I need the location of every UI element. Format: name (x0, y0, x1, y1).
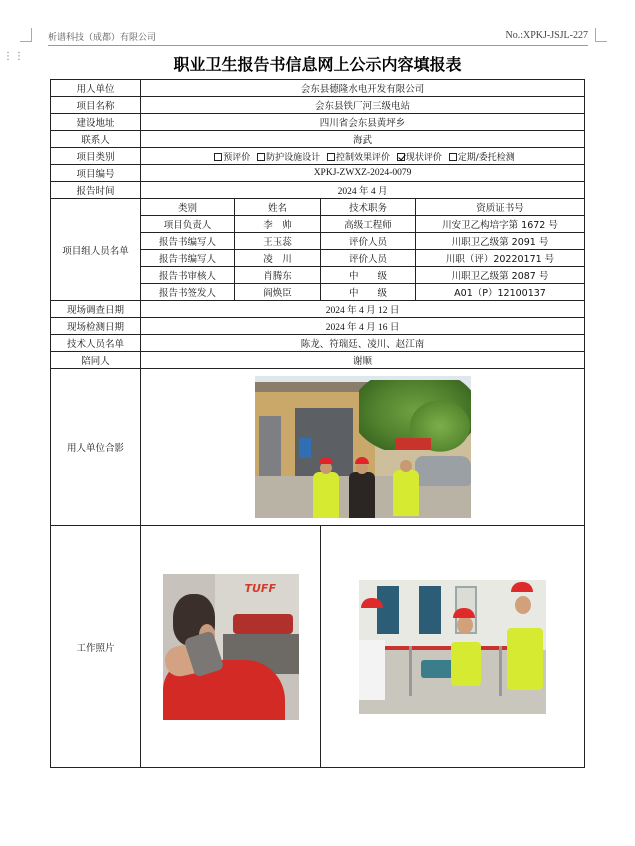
project-no-label: 项目编号 (51, 165, 141, 182)
contact-value[interactable]: 海武 (141, 131, 585, 148)
address-value[interactable]: 四川省会东县黄坪乡 (141, 114, 585, 131)
photo-barrier-post (499, 646, 502, 696)
project-name-label: 项目名称 (51, 97, 141, 114)
photo-person-face (515, 596, 531, 614)
member-cert[interactable]: 川安卫乙构培字第 1672 号 (416, 216, 585, 233)
photo-window (377, 586, 399, 634)
survey-date-value[interactable]: 2024 年 4 月 12 日 (141, 301, 585, 318)
project-no-value[interactable]: XPKJ-ZWXZ-2024-0079 (141, 165, 585, 182)
member-role: 报告书签发人 (141, 284, 235, 301)
member-title[interactable]: 中 级 (321, 284, 416, 301)
technicians-value[interactable]: 陈龙、符瑞廷、凌川、赵江南 (141, 335, 585, 352)
report-table (50, 79, 585, 768)
employer-label: 用人单位 (51, 80, 141, 97)
work-photo-2[interactable] (359, 580, 546, 714)
row-technicians (51, 335, 585, 352)
header-doc-number: No.:XPKJ-JSJL-227 (505, 30, 588, 41)
photo-helmet (355, 457, 369, 464)
option-status-evaluation: 现状评价 (405, 152, 442, 163)
option-periodic-testing: 定期/委托检测 (457, 152, 515, 163)
row-survey-date (51, 301, 585, 318)
member-role: 项目负责人 (141, 216, 235, 233)
photo-person-vest (393, 470, 419, 516)
member-role: 报告书编写人 (141, 233, 235, 250)
work-photo-cell-2 (321, 526, 585, 768)
team-header-row (51, 199, 585, 216)
photo-person-vest (313, 472, 339, 518)
member-title[interactable]: 高级工程师 (321, 216, 416, 233)
member-cert[interactable]: A01（P）12100137 (416, 284, 585, 301)
corner-crop-mark-right (595, 28, 607, 42)
photo-brand-text: TUFF (244, 581, 276, 595)
checkbox-status-evaluation[interactable] (397, 153, 405, 161)
group-photo-label: 用人单位合影 (51, 369, 141, 526)
row-test-date (51, 318, 585, 335)
photo-person-face (457, 616, 473, 634)
option-protection-design: 防护设施设计 (266, 152, 321, 163)
member-name[interactable]: 肖腾东 (235, 267, 321, 284)
photo-person-vest (451, 642, 481, 686)
corner-crop-mark-left (20, 28, 32, 42)
photo-red-pipe (233, 614, 293, 634)
work-photo-1[interactable] (163, 574, 299, 720)
group-photo-cell (141, 369, 585, 526)
photo-side-door (259, 416, 281, 476)
team-header-cert: 资质证书号 (416, 199, 585, 216)
report-time-value[interactable]: 2024 年 4 月 (141, 182, 585, 199)
row-report-time (51, 182, 585, 199)
team-header-title: 技术职务 (321, 199, 416, 216)
photo-helmet (319, 457, 333, 464)
member-cert[interactable]: 川职卫乙级第 2091 号 (416, 233, 585, 250)
member-title[interactable]: 中 级 (321, 267, 416, 284)
photo-person-shirt (349, 472, 375, 518)
team-header-name: 姓名 (235, 199, 321, 216)
member-cert[interactable]: 川职卫乙级第 2087 号 (416, 267, 585, 284)
photo-red-banner (395, 438, 431, 450)
work-photo-label: 工作照片 (51, 526, 141, 768)
row-employer (51, 80, 585, 97)
project-type-options (141, 148, 585, 165)
member-title[interactable]: 评价人员 (321, 250, 416, 267)
test-date-label: 现场检测日期 (51, 318, 141, 335)
photo-person-vest (507, 628, 543, 690)
technicians-label: 技术人员名单 (51, 335, 141, 352)
test-date-value[interactable]: 2024 年 4 月 16 日 (141, 318, 585, 335)
team-label: 项目组人员名单 (51, 199, 141, 301)
row-project-type (51, 148, 585, 165)
member-role: 报告书编写人 (141, 250, 235, 267)
employer-value[interactable]: 会东县德隆水电开发有限公司 (141, 80, 585, 97)
report-time-label: 报告时间 (51, 182, 141, 199)
photo-blue-sign (299, 438, 311, 458)
checkbox-pre-evaluation[interactable] (214, 153, 222, 161)
work-photo-cell-1 (141, 526, 321, 768)
survey-date-label: 现场调查日期 (51, 301, 141, 318)
project-name-value[interactable]: 会东县铁厂河三级电站 (141, 97, 585, 114)
option-control-effect: 控制效果评价 (335, 152, 390, 163)
member-name[interactable]: 王玉蕊 (235, 233, 321, 250)
escort-value[interactable]: 谢顺 (141, 352, 585, 369)
member-name[interactable]: 凌 川 (235, 250, 321, 267)
row-address (51, 114, 585, 131)
team-header-role: 类别 (141, 199, 235, 216)
row-work-photos (51, 526, 585, 768)
member-name[interactable]: 阎焕臣 (235, 284, 321, 301)
group-photo[interactable] (255, 376, 471, 518)
header-company: 析谱科技（成都）有限公司 (48, 33, 157, 43)
member-role: 报告书审核人 (141, 267, 235, 284)
row-project-name (51, 97, 585, 114)
row-contact (51, 131, 585, 148)
member-cert[interactable]: 川职（评）20220171 号 (416, 250, 585, 267)
photo-barrier-post (409, 646, 412, 696)
member-title[interactable]: 评价人员 (321, 233, 416, 250)
address-label: 建设地址 (51, 114, 141, 131)
row-group-photo (51, 369, 585, 526)
photo-car (415, 456, 471, 486)
member-name[interactable]: 李 帅 (235, 216, 321, 233)
escort-label: 陪同人 (51, 352, 141, 369)
project-type-label: 项目类别 (51, 148, 141, 165)
row-escort (51, 352, 585, 369)
row-project-no (51, 165, 585, 182)
document-title: 职业卫生报告书信息网上公示内容填报表 (173, 55, 462, 74)
page-header (48, 30, 588, 44)
contact-label: 联系人 (51, 131, 141, 148)
checkbox-control-effect[interactable] (327, 153, 335, 161)
header-divider (48, 45, 588, 46)
photo-window (419, 586, 441, 634)
table-move-handle-icon[interactable]: ⋮⋮ (3, 51, 25, 62)
checkbox-protection-design[interactable] (257, 153, 265, 161)
checkbox-periodic-testing[interactable] (449, 153, 457, 161)
option-pre-evaluation: 预评价 (223, 152, 251, 163)
photo-person-head (400, 460, 412, 472)
photo-person-white (359, 640, 385, 700)
